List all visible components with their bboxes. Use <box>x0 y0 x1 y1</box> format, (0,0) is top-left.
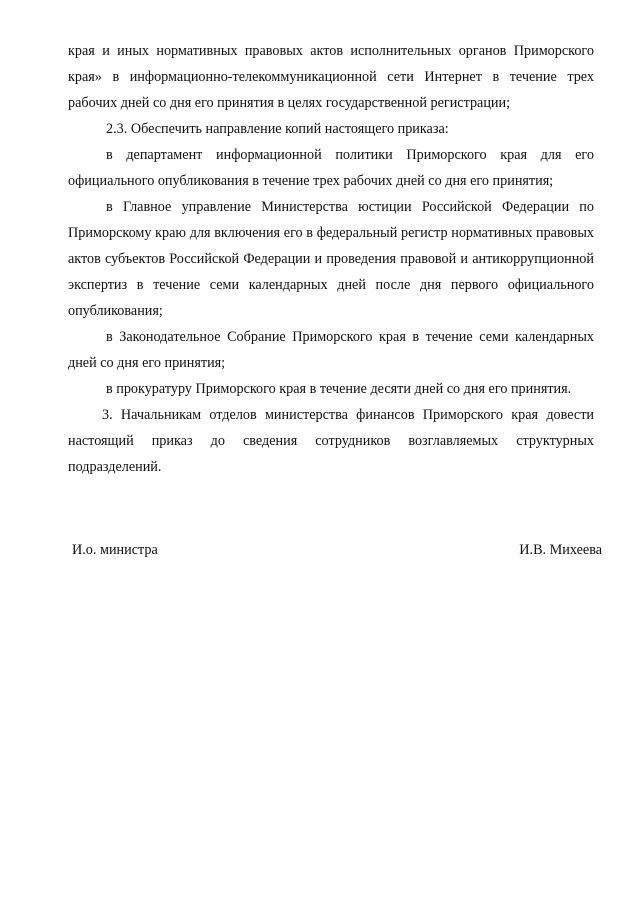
paragraph-info-policy-department: в департамент информационной политики Приморского края для его официального опубликования в течение трех рабочих дней со дня его принятия; <box>68 147 594 189</box>
paragraph-ministry-of-justice: в Главное управление Министерства юстиции Российской Федерации по Приморскому краю для включения его в федеральный регистр нормативных правовых актов субъектов Российской Федерации и проведения правовой и антикоррупционной экспертиз в течение семи календарных дней после дня первого официального опубликования; <box>68 199 594 319</box>
signatory-name: И.В. Михеева <box>519 542 602 558</box>
document-body <box>68 38 594 480</box>
paragraph-legislative-assembly: в Законодательное Собрание Приморского края в течение семи календарных дней со дня его принятия; <box>68 329 594 371</box>
signatory-position: И.о. министра <box>72 542 158 558</box>
signature-block <box>72 537 602 563</box>
paragraph-prosecutor-office: в прокуратуру Приморского края в течение десяти дней со дня его принятия. <box>106 381 572 397</box>
paragraph-item-2-3: 2.3. Обеспечить направление копий настоящего приказа: <box>106 121 449 137</box>
paragraph-item-3: 3. Начальникам отделов министерства финансов Приморского края довести настоящий приказ до сведения сотрудников возглавляемых структурных подразделений. <box>68 407 594 475</box>
paragraph-registration-clause: края и иных нормативных правовых актов исполнительных органов Приморского края» в информационно-телекоммуникационной сети Интернет в течение трех рабочих дней со дня его принятия в целях государственной регистрации; <box>68 43 594 111</box>
